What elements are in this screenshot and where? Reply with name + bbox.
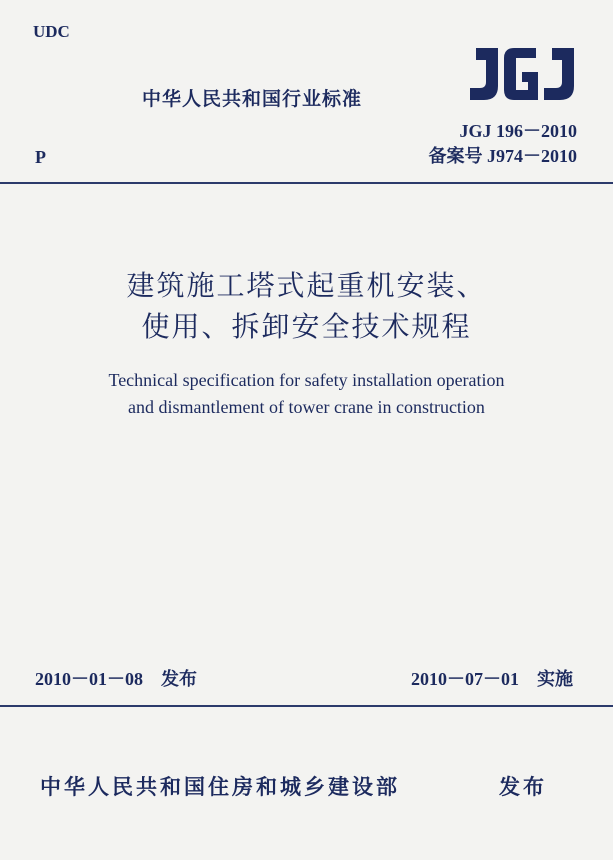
effective-date-block: [411, 665, 573, 691]
effective-date: 2010－07－01: [411, 669, 519, 689]
title-en-line-2: and dismantlement of tower crane in construction: [128, 397, 485, 417]
issuing-action: 发布: [499, 775, 547, 799]
udc-label: UDC: [33, 22, 70, 41]
issue-date-block: [35, 665, 197, 691]
issue-label: 发布: [161, 669, 197, 690]
title-english: [0, 367, 613, 421]
title-chinese: [0, 265, 613, 347]
effective-label: 实施: [537, 669, 573, 690]
title-zh-line-1: 建筑施工塔式起重机安装、: [126, 269, 487, 302]
industry-standard-label: 中华人民共和国行业标准: [142, 88, 363, 110]
title-en-line-1: Technical specification for safety installation operation: [108, 370, 505, 390]
filing-number: 备案号 J974－2010: [428, 146, 577, 166]
standard-code: JGJ 196－2010: [459, 121, 577, 141]
issue-date: 2010－01－08: [35, 669, 143, 689]
category-letter: P: [35, 147, 46, 167]
header-divider: [0, 182, 613, 184]
standard-code-block: [429, 119, 578, 169]
title-zh-line-2: 使用、拆卸安全技术规程: [141, 310, 472, 343]
jgj-logo: [466, 42, 578, 104]
issuing-authority: 中华人民共和国住房和城乡建设部: [40, 775, 400, 799]
footer-divider: [0, 705, 613, 707]
